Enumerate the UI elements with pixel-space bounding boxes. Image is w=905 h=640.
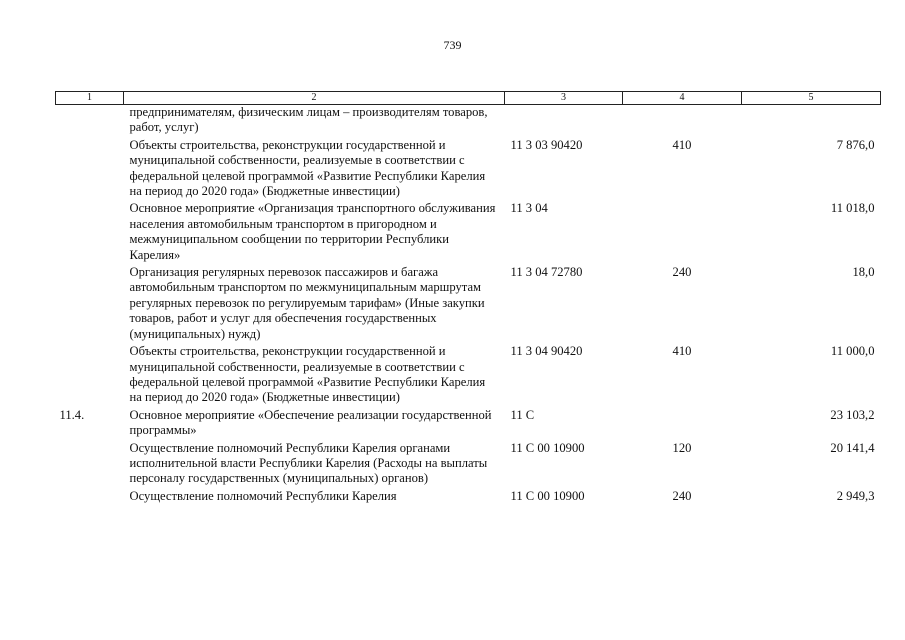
budget-table (55, 91, 881, 506)
header-col-5: 5 (742, 92, 881, 105)
header-col-3: 3 (505, 92, 623, 105)
target-code: 11 3 04 72780 (510, 265, 583, 280)
target-code (505, 105, 623, 138)
table-row (56, 441, 881, 489)
target-code: 11 С (510, 407, 535, 422)
row-number (56, 105, 124, 138)
amount: 11 000,0 (830, 344, 875, 359)
row-number (56, 265, 124, 344)
table-body (56, 105, 881, 507)
header-col-4: 4 (623, 92, 742, 105)
expense-type (623, 105, 742, 138)
table-row (56, 489, 881, 506)
expense-name: Объекты строительства, реконструкции государственной и муниципальной собственности, реализуемые в соответствии с федеральной целевой программой «Развитие Республики Карелия на период до 2020 года» (Бюджетные инвестиции) (129, 137, 486, 199)
page-number: 739 (443, 38, 462, 52)
expense-name: предпринимателям, физическим лицам – производителям товаров, работ, услуг) (129, 105, 488, 135)
table-row (56, 344, 881, 408)
expense-name: Основное мероприятие «Обеспечение реализации государственной программы» (129, 407, 492, 438)
amount: 7 876,0 (836, 137, 875, 152)
row-number (56, 441, 124, 489)
expense-name: Осуществление полномочий Республики Карелия органами исполнительной власти Республики Карелия (Расходы на выплаты персоналу государственных (муниципальных) органов) (129, 440, 488, 486)
table-header (56, 92, 881, 105)
amount: 2 949,3 (836, 488, 875, 503)
expense-name: Объекты строительства, реконструкции государственной и муниципальной собственности, реализуемые в соответствии с федеральной целевой программой «Развитие Республики Карелия на период до 2020 года» (Бюджетные инвестиции) (129, 344, 486, 405)
amount: 20 141,4 (830, 440, 875, 455)
table-row (56, 105, 881, 138)
header-col-2: 2 (124, 92, 505, 105)
expense-type: 120 (672, 440, 692, 455)
amount: 18,0 (852, 265, 875, 280)
expense-name: Осуществление полномочий Республики Карелия (129, 488, 397, 503)
expense-type (623, 201, 742, 265)
expense-type: 240 (672, 265, 692, 280)
expense-type: 240 (672, 488, 692, 503)
expense-name: Основное мероприятие «Организация транспортного обслуживания населения автомобильным транспортом в пригородном и межмуниципальном сообщении по территории Республики Карелия» (129, 201, 496, 262)
target-code: 11 3 04 90420 (510, 344, 583, 359)
row-number: 11.4. (59, 407, 85, 422)
amount: 23 103,2 (830, 407, 875, 422)
table-row (56, 138, 881, 202)
target-code: 11 С 00 10900 (510, 440, 585, 455)
expense-name: Организация регулярных перевозок пассажиров и багажа автомобильным транспортом по межмуниципальным маршрутам регулярных перевозок по регулируемым тарифам» (Иные закупки товаров, работ и услуг для обеспечения государственных (муниципальных) нужд) (129, 265, 485, 341)
table-row (56, 265, 881, 344)
target-code: 11 3 04 (510, 201, 548, 216)
table-row (56, 408, 881, 441)
row-number (56, 344, 124, 408)
expense-type: 410 (672, 344, 692, 359)
expense-type (623, 408, 742, 441)
header-col-1: 1 (56, 92, 124, 105)
target-code: 11 С 00 10900 (510, 488, 585, 503)
row-number (56, 201, 124, 265)
target-code: 11 3 03 90420 (510, 137, 583, 152)
table-row (56, 201, 881, 265)
amount: 11 018,0 (830, 201, 875, 216)
amount (742, 105, 881, 138)
expense-type: 410 (672, 137, 692, 152)
row-number (56, 489, 124, 506)
header-row (56, 92, 881, 105)
row-number (56, 138, 124, 202)
